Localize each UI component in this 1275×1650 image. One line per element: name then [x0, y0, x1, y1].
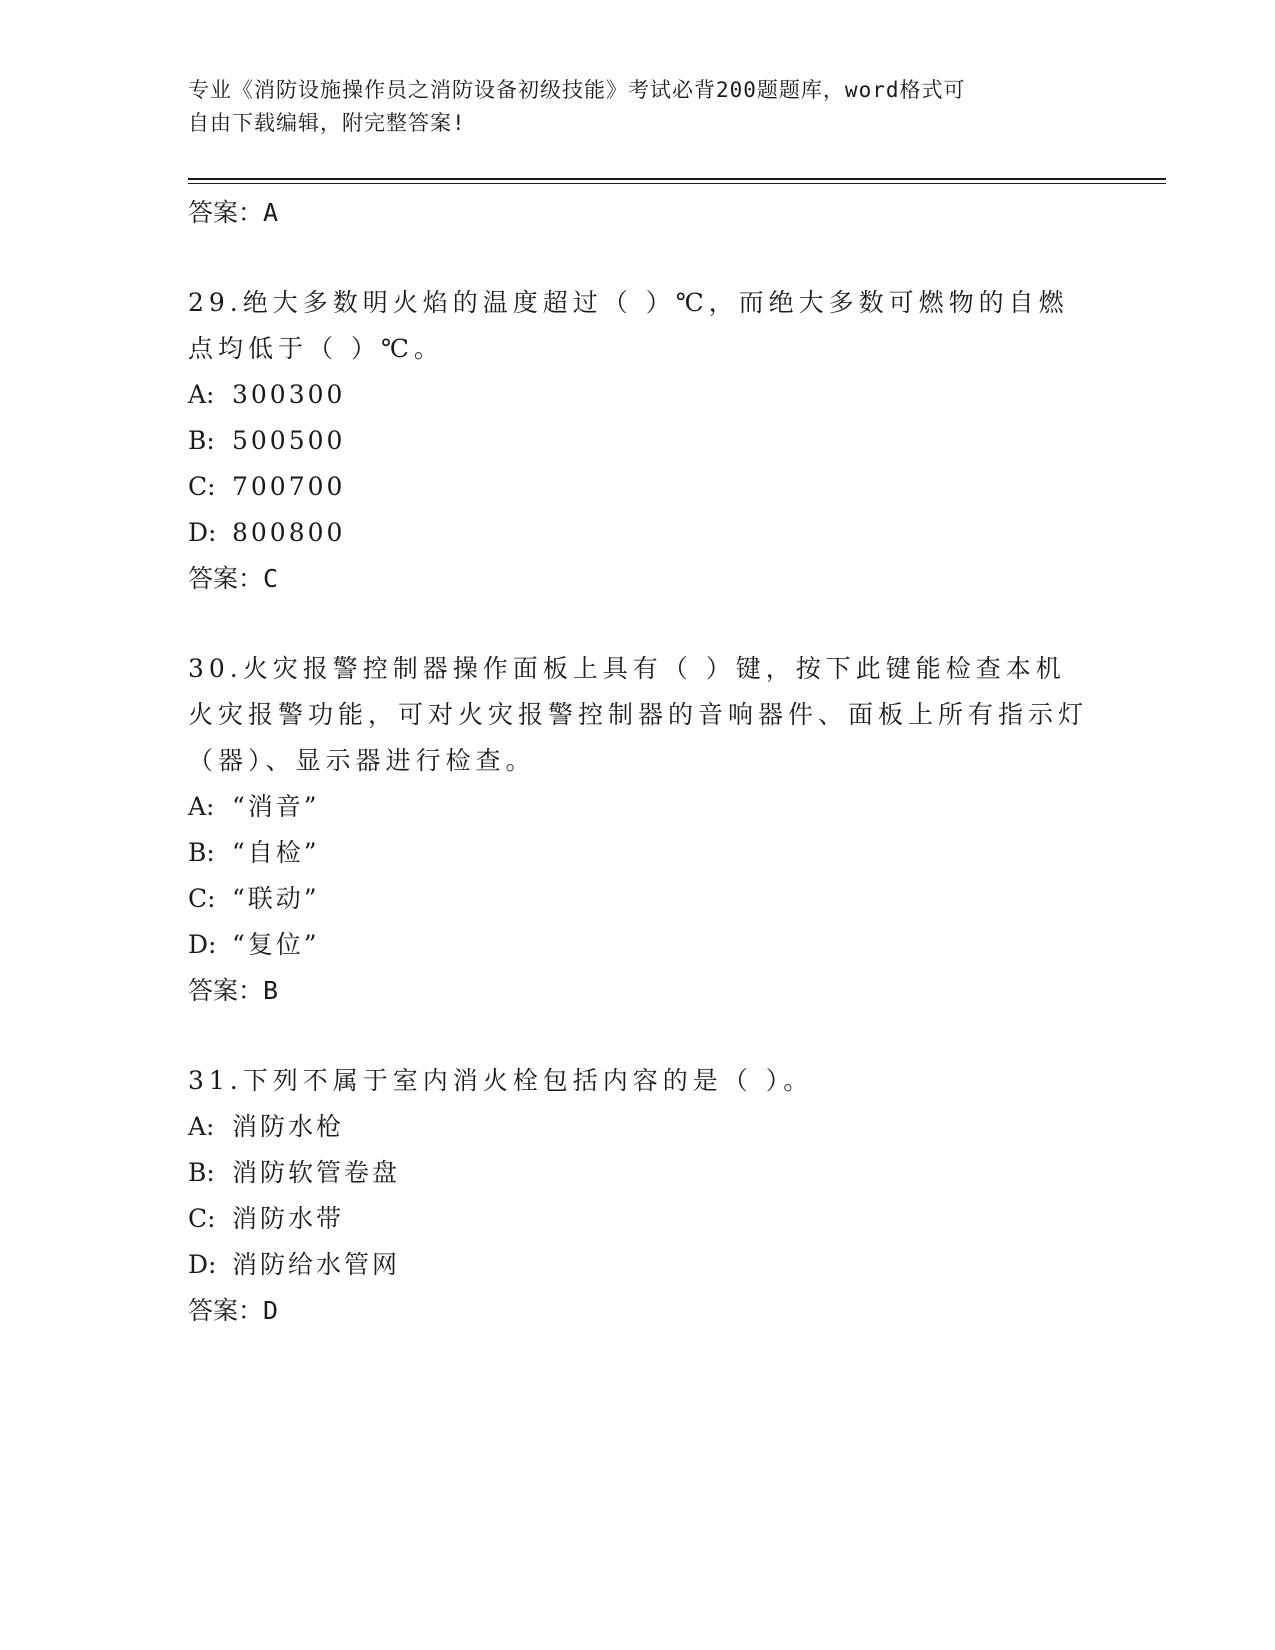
- document-header: [188, 74, 1068, 140]
- option-d: [188, 510, 1088, 556]
- option-text: 500500: [232, 426, 346, 455]
- option-letter: C:: [188, 884, 216, 913]
- option-b: [188, 830, 1088, 876]
- answer-value: B: [263, 976, 279, 1005]
- question-stem: 29.绝大多数明火焰的温度超过（ ）℃，而绝大多数可燃物的自燃点均低于（ ）℃。: [188, 288, 1069, 363]
- option-letter: A:: [188, 380, 215, 409]
- option-d: [188, 922, 1088, 968]
- option-letter: C:: [188, 472, 216, 501]
- question-answer: [188, 968, 1088, 1014]
- answer-label: 答案：: [188, 564, 264, 593]
- option-text: 700700: [232, 472, 346, 501]
- option-c: [188, 1196, 1088, 1242]
- option-text: 消防软管卷盘: [232, 1158, 401, 1187]
- header-divider-thin: [188, 183, 1166, 184]
- question-stem: 31.下列不属于室内消火栓包括内容的是（ ）。: [188, 1066, 814, 1095]
- previous-answer: [188, 190, 1088, 236]
- header-line-2: 自由下载编辑，附完整答案!: [188, 111, 466, 135]
- answer-value: D: [263, 1296, 279, 1325]
- questions-content: [188, 190, 1088, 1334]
- option-c: [188, 464, 1088, 510]
- option-letter: D:: [188, 518, 217, 547]
- option-d: [188, 1242, 1088, 1288]
- option-b: [188, 1150, 1088, 1196]
- option-letter: C:: [188, 1204, 216, 1233]
- question-31: [188, 1058, 1088, 1334]
- option-letter: A:: [188, 1112, 215, 1141]
- answer-value: C: [263, 564, 279, 593]
- question-answer: [188, 1288, 1088, 1334]
- header-divider-thick: [188, 178, 1166, 180]
- option-letter: B:: [188, 1158, 215, 1187]
- option-letter: D:: [188, 930, 217, 959]
- question-30: [188, 646, 1088, 1014]
- question-29: [188, 280, 1088, 602]
- spacer: [188, 1014, 1088, 1058]
- answer-label: 答案：: [188, 976, 264, 1005]
- question-stem: 30.火灾报警控制器操作面板上具有（ ）键，按下此键能检查本机火灾报警功能，可对火灾报警控制器的音响器件、面板上所有指示灯（器）、显示器进行检查。: [188, 654, 1089, 775]
- option-c: [188, 876, 1088, 922]
- option-letter: B:: [188, 426, 215, 455]
- option-text: 消防水带: [232, 1204, 345, 1233]
- question-answer: [188, 556, 1088, 602]
- option-text: “自检”: [232, 838, 320, 867]
- option-text: “复位”: [232, 930, 320, 959]
- option-a: [188, 1104, 1088, 1150]
- option-text: 消防给水管网: [232, 1250, 401, 1279]
- answer-label: 答案：: [188, 198, 264, 227]
- spacer: [188, 602, 1088, 646]
- answer-label: 答案：: [188, 1296, 264, 1325]
- spacer: [188, 236, 1088, 280]
- option-a: [188, 784, 1088, 830]
- option-letter: B:: [188, 838, 215, 867]
- option-text: “消音”: [232, 792, 320, 821]
- option-letter: A:: [188, 792, 215, 821]
- option-letter: D:: [188, 1250, 217, 1279]
- option-b: [188, 418, 1088, 464]
- option-text: “联动”: [232, 884, 320, 913]
- option-a: [188, 372, 1088, 418]
- header-line-1: 专业《消防设施操作员之消防设备初级技能》考试必背200题题库，word格式可: [188, 78, 966, 102]
- option-text: 消防水枪: [232, 1112, 345, 1141]
- answer-value: A: [263, 198, 279, 227]
- option-text: 800800: [232, 518, 346, 547]
- option-text: 300300: [232, 380, 346, 409]
